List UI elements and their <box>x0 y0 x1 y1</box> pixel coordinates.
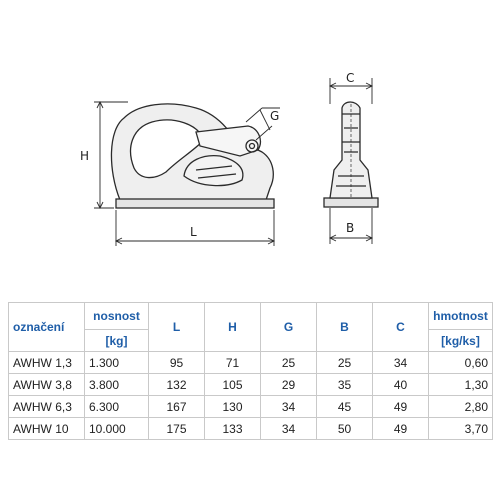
cell-b: 35 <box>317 374 373 396</box>
cell-b: 25 <box>317 352 373 374</box>
cell-l: 132 <box>149 374 205 396</box>
column-header-designation: označení <box>9 303 85 352</box>
column-header-l: L <box>149 303 205 352</box>
cell-capacity: 6.300 <box>85 396 149 418</box>
cell-c: 40 <box>373 374 429 396</box>
cell-l: 167 <box>149 396 205 418</box>
cell-b: 45 <box>317 396 373 418</box>
column-header-g: G <box>261 303 317 352</box>
cell-weight: 3,70 <box>429 418 493 440</box>
cell-c: 49 <box>373 418 429 440</box>
cell-capacity: 10.000 <box>85 418 149 440</box>
cell-h: 133 <box>205 418 261 440</box>
dimension-label-c: C <box>346 71 355 85</box>
cell-weight: 2,80 <box>429 396 493 418</box>
cell-g: 29 <box>261 374 317 396</box>
column-unit-weight: [kg/ks] <box>429 330 493 352</box>
hook-front-view <box>324 102 378 207</box>
cell-g: 34 <box>261 418 317 440</box>
cell-c: 49 <box>373 396 429 418</box>
hook-side-view <box>111 104 274 208</box>
cell-b: 50 <box>317 418 373 440</box>
table-row <box>9 418 493 440</box>
column-unit-capacity: [kg] <box>85 330 149 352</box>
table-row <box>9 374 493 396</box>
column-header-weight: hmotnost <box>429 303 493 330</box>
cell-h: 105 <box>205 374 261 396</box>
table-row <box>9 352 493 374</box>
cell-g: 25 <box>261 352 317 374</box>
cell-l: 95 <box>149 352 205 374</box>
dimension-label-l: L <box>190 225 197 239</box>
dimension-label-g: G <box>270 109 280 123</box>
column-header-h: H <box>205 303 261 352</box>
column-header-capacity: nosnost <box>85 303 149 330</box>
cell-name: AWHW 1,3 <box>9 352 85 374</box>
column-header-b: B <box>317 303 373 352</box>
cell-capacity: 1.300 <box>85 352 149 374</box>
cell-capacity: 3.800 <box>85 374 149 396</box>
dimension-label-b: B <box>346 221 355 235</box>
cell-name: AWHW 10 <box>9 418 85 440</box>
cell-h: 71 <box>205 352 261 374</box>
cell-c: 34 <box>373 352 429 374</box>
cell-weight: 1,30 <box>429 374 493 396</box>
table-header-row <box>9 303 493 330</box>
cell-g: 34 <box>261 396 317 418</box>
cell-name: AWHW 6,3 <box>9 396 85 418</box>
dimension-label-h: H <box>80 149 90 163</box>
table-row <box>9 396 493 418</box>
cell-l: 175 <box>149 418 205 440</box>
specification-table <box>8 302 493 440</box>
cell-name: AWHW 3,8 <box>9 374 85 396</box>
cell-h: 130 <box>205 396 261 418</box>
column-header-c: C <box>373 303 429 352</box>
cell-weight: 0,60 <box>429 352 493 374</box>
